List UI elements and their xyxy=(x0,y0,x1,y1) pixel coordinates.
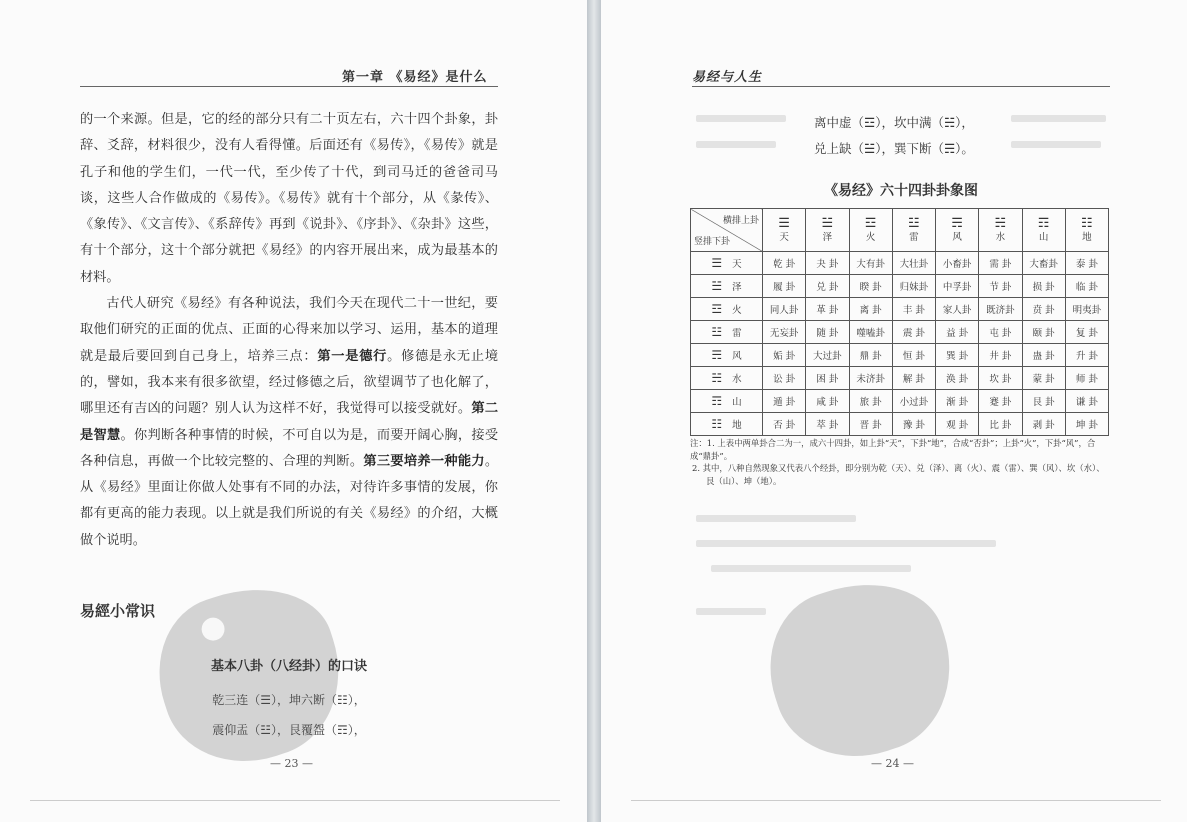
hexagram-cell: 讼 卦 xyxy=(763,367,806,390)
hexagram-cell: 家人卦 xyxy=(936,298,979,321)
lower-trigram-label: 竖排下卦 xyxy=(694,237,731,247)
hexagram-cell: 观 卦 xyxy=(936,413,979,436)
hexagram-cell: 否 卦 xyxy=(763,413,806,436)
upper-trigram-header xyxy=(936,209,979,252)
hexagram-cell: 屯 卦 xyxy=(979,321,1022,344)
trigram-name: 水 xyxy=(732,374,742,385)
trigram-icon: ☶ xyxy=(711,394,723,408)
header-rule xyxy=(80,86,498,87)
hexagram-cell: 大有卦 xyxy=(849,252,892,275)
hexagram-cell: 颐 卦 xyxy=(1022,321,1065,344)
hexagram-cell: 夬 卦 xyxy=(806,252,849,275)
trigram-name: 火 xyxy=(865,231,876,243)
trigram-name: 泽 xyxy=(822,231,833,243)
hexagram-cell: 蒙 卦 xyxy=(1022,367,1065,390)
hexagram-cell: 谦 卦 xyxy=(1065,390,1108,413)
trigram-name: 地 xyxy=(1082,231,1092,243)
upper-trigram-header xyxy=(979,209,1022,252)
trigram-icon: ☳ xyxy=(711,325,723,339)
upper-trigram-header xyxy=(1065,209,1108,252)
table-row xyxy=(691,413,1109,436)
hexagram-cell: 大壮卦 xyxy=(892,252,935,275)
lower-trigram-header xyxy=(691,413,763,436)
lower-trigram-header xyxy=(691,344,763,367)
verse-line-2: 震仰盂（☳），艮覆盌（☶）， xyxy=(212,723,366,737)
paragraph-2: 古代人研究《易经》有各种说法，我们今天在现代二十一世纪，要取他们研究的正面的优点、正面的心得来加以学习、运用，基本的道理就是最后要回到自己身上，培养三点：第一是德行。修德是永无止境的，譬如，我本来有很多欲望，经过修德之后，欲望调节了也化解了，哪里还有吉凶的问题？别人认为这样不好，我觉得可以接受就好。第二是智慧。你判断各种事情的时候，不可自以为是，而要开阔心胸，接受各种信息，再做一个比较完整的、合理的判断。第三要培养一种能力。从《易经》里面让你做人处事有不同的办法，对待许多事情的发展，你都有更高的能力表现。以上就是我们所说的有关《易经》的介绍，大概做个说明。 xyxy=(80,296,499,548)
hexagram-cell: 复 卦 xyxy=(1065,321,1108,344)
table-row xyxy=(691,321,1109,344)
trigram-icon: ☴ xyxy=(711,348,723,362)
trigram-name: 风 xyxy=(732,351,742,362)
hexagram-cell: 未济卦 xyxy=(849,367,892,390)
hexagram-cell: 坎 卦 xyxy=(979,367,1022,390)
note-2: 2. 其中，八种自然现象又代表八个经卦，即分别为乾（天）、兑（泽）、离（火）、震（雷）、巽（风）、坎（水）、艮（山）、坤（地）。 xyxy=(692,463,1105,486)
hexagram-table xyxy=(690,208,1109,436)
left-page: 第一章 《易经》是什么 的一个来源。但是，它的经的部分只有二十页左右，六十四个卦象，卦辞、爻辞，材料很少，没有人看得懂。后面还有《易传》，《易传》就是孔子和他的学生们，一代一代，至少传了十代，到司马迁的爸爸司马谈，这些人合作做成的《易传》。《易传》就有十个部分，从《彖传》、《象传》、《文言传》、《系辞传》再到《说卦》、《序卦》、《杂卦》这些，有十个部分，这十个部分就把《易经》的内容开展出来，成为最基本的材料。 古代人研究《易经》有各种说法，我们今天在现代二十一世纪，要取他们研究的正面的优点、正面的心得来加以学习、运用，基本的道理就是最后要回到自己身上，培养三点：第一是德行。修德是永无止境的，譬如，我本来有很多欲望，经过修德之后，欲望调节了也化解了，哪里还有吉凶的问题？别人认为这样不好，我觉得可以接受就好。第二是智慧。你判断各种事情的时候，不可自以为是，而要开阔心胸，接受各种信息，再做一个比较完整的、合理的判断。第三要培养一种能力。从《易经》里面让你做人处事有不同的办法，对待许多事情的发展，你都有更高的能力表现。以上就是我们所说的有关《易经》的介绍，大概做个说明。 ● 易經小常识 基本八卦（八经卦）的口诀 乾三连（☰），坤六断（☷）， 震仰盂（☳），艮覆盌（☶）， — 23 — xyxy=(0,0,587,822)
hexagram-cell: 损 卦 xyxy=(1022,275,1065,298)
trigram-name: 火 xyxy=(732,305,742,316)
upper-trigram-header xyxy=(1022,209,1065,252)
hexagram-cell: 渐 卦 xyxy=(936,390,979,413)
page-number: — 24 — xyxy=(871,757,914,770)
hexagram-cell: 随 卦 xyxy=(806,321,849,344)
verse-line-4: 兑上缺（☱），巽下断（☴）。 xyxy=(814,141,974,156)
trigram-icon: ☶ xyxy=(1037,215,1050,231)
hexagram-cell: 临 卦 xyxy=(1065,275,1108,298)
trigram-icon: ☷ xyxy=(711,417,723,431)
hexagram-cell: 泰 卦 xyxy=(1065,252,1108,275)
verse-line-1: 乾三连（☰），坤六断（☷）， xyxy=(212,693,366,707)
section-label: 易經小常识 xyxy=(80,602,156,620)
table-row xyxy=(691,298,1109,321)
footer-rule xyxy=(631,800,1161,801)
hexagram-cell: 鼎 卦 xyxy=(849,344,892,367)
trigram-name: 泽 xyxy=(732,282,742,293)
table-corner-cell xyxy=(691,209,763,252)
hexagram-cell: 小过卦 xyxy=(892,390,935,413)
lower-trigram-header xyxy=(691,275,763,298)
hexagram-cell: 需 卦 xyxy=(979,252,1022,275)
verse-line-3: 离中虚（☲），坎中满（☵）， xyxy=(814,115,974,130)
hexagram-cell: 解 卦 xyxy=(892,367,935,390)
hexagram-cell: 兑 卦 xyxy=(806,275,849,298)
trigram-icon: ☳ xyxy=(908,215,920,231)
header-rule xyxy=(692,86,1110,87)
hexagram-cell: 益 卦 xyxy=(936,321,979,344)
trigram-icon: ☱ xyxy=(711,279,723,293)
upper-trigram-label: 横排上卦 xyxy=(722,216,759,226)
table-row xyxy=(691,367,1109,390)
trigram-name: 天 xyxy=(732,259,742,270)
hexagram-cell: 旅 卦 xyxy=(849,390,892,413)
trigram-icon: ☰ xyxy=(778,215,790,231)
upper-trigram-header xyxy=(806,209,849,252)
trigram-icon: ☲ xyxy=(864,215,877,231)
hexagram-cell: 丰 卦 xyxy=(892,298,935,321)
trigram-name: 雷 xyxy=(909,231,919,243)
hexagram-cell: 节 卦 xyxy=(979,275,1022,298)
hexagram-cell: 剥 卦 xyxy=(1022,413,1065,436)
trigram-name: 风 xyxy=(952,231,962,243)
page-number: — 23 — xyxy=(270,757,313,770)
lower-trigram-header xyxy=(691,321,763,344)
trigram-icon: ☱ xyxy=(821,215,834,231)
trigram-name: 雷 xyxy=(732,328,742,339)
watermark-seal xyxy=(749,561,973,778)
hexagram-cell: 姤 卦 xyxy=(763,344,806,367)
key-point-wisdom: 第二是智慧 xyxy=(80,401,499,443)
hexagram-cell: 巽 卦 xyxy=(936,344,979,367)
hexagram-cell: 睽 卦 xyxy=(849,275,892,298)
lower-trigram-header xyxy=(691,298,763,321)
hexagram-cell: 师 卦 xyxy=(1065,367,1108,390)
trigram-name: 天 xyxy=(779,231,789,243)
hexagram-cell: 既济卦 xyxy=(979,298,1022,321)
hexagram-cell: 比 卦 xyxy=(979,413,1022,436)
hexagram-cell: 小畜卦 xyxy=(936,252,979,275)
book-gutter xyxy=(587,0,601,822)
hexagram-cell: 贲 卦 xyxy=(1022,298,1065,321)
table-row xyxy=(691,252,1109,275)
hexagram-cell: 震 卦 xyxy=(892,321,935,344)
trigram-icon: ☰ xyxy=(711,256,723,270)
body-text xyxy=(80,107,498,554)
paragraph-1: 的一个来源。但是，它的经的部分只有二十页左右，六十四个卦象，卦辞、爻辞，材料很少，没有人看得懂。后面还有《易传》，《易传》就是孔子和他的学生们，一代一代，至少传了十代，到司马迁的爸爸司马谈，这些人合作做成的《易传》。《易传》就有十个部分，从《彖传》、《象传》、《文言传》、《系辞传》再到《说卦》、《序卦》、《杂卦》这些，有十个部分，这十个部分就把《易经》的内容开展出来，成为最基本的材料。 xyxy=(80,112,498,285)
hexagram-cell: 无妄卦 xyxy=(763,321,806,344)
table-row xyxy=(691,275,1109,298)
hexagram-cell: 乾 卦 xyxy=(763,252,806,275)
watermark-seal xyxy=(138,566,362,783)
hexagram-cell: 中孚卦 xyxy=(936,275,979,298)
trigram-name: 地 xyxy=(732,420,742,431)
hexagram-cell: 坤 卦 xyxy=(1065,413,1108,436)
trigram-icon: ☵ xyxy=(994,215,1007,231)
book-header: 易经与人生 xyxy=(692,70,763,85)
hexagram-cell: 萃 卦 xyxy=(806,413,849,436)
key-point-ability: 第三要培养一种能力 xyxy=(363,453,485,469)
table-row xyxy=(691,390,1109,413)
hexagram-cell: 蛊 卦 xyxy=(1022,344,1065,367)
hexagram-cell: 恒 卦 xyxy=(892,344,935,367)
hexagram-cell: 大畜卦 xyxy=(1022,252,1065,275)
chapter-header: 第一章 《易经》是什么 xyxy=(342,70,488,85)
hexagram-cell: 革 卦 xyxy=(806,298,849,321)
hexagram-cell: 遁 卦 xyxy=(763,390,806,413)
table-notes xyxy=(690,437,1112,487)
hexagram-cell: 升 卦 xyxy=(1065,344,1108,367)
box-title: 基本八卦（八经卦）的口诀 xyxy=(210,659,367,674)
trigram-icon: ☵ xyxy=(711,371,723,385)
hexagram-cell: 蹇 卦 xyxy=(979,390,1022,413)
trigram-name: 水 xyxy=(995,231,1006,243)
hexagram-cell: 离 卦 xyxy=(849,298,892,321)
table-row xyxy=(691,344,1109,367)
hexagram-cell: 困 卦 xyxy=(806,367,849,390)
hexagram-cell: 咸 卦 xyxy=(806,390,849,413)
hexagram-cell: 噬嗑卦 xyxy=(849,321,892,344)
trigram-icon: ☴ xyxy=(951,215,963,231)
hexagram-cell: 明夷卦 xyxy=(1065,298,1108,321)
hexagram-cell: 豫 卦 xyxy=(892,413,935,436)
lower-trigram-header xyxy=(691,390,763,413)
lower-trigram-header xyxy=(691,252,763,275)
trigram-name: 山 xyxy=(1038,231,1049,243)
hexagram-cell: 涣 卦 xyxy=(936,367,979,390)
lower-trigram-header xyxy=(691,367,763,390)
upper-trigram-header xyxy=(892,209,935,252)
trigram-icon: ☷ xyxy=(1081,215,1093,231)
hexagram-cell: 同人卦 xyxy=(763,298,806,321)
hexagram-cell: 艮 卦 xyxy=(1022,390,1065,413)
hexagram-cell: 井 卦 xyxy=(979,344,1022,367)
upper-trigram-header xyxy=(763,209,806,252)
hexagram-cell: 归妹卦 xyxy=(892,275,935,298)
footer-rule xyxy=(30,800,560,801)
trigram-name: 山 xyxy=(732,397,742,408)
key-point-virtue: 第一是德行 xyxy=(317,348,388,364)
trigram-icon: ☲ xyxy=(711,302,723,316)
hexagram-cell: 晋 卦 xyxy=(849,413,892,436)
hexagram-cell: 履 卦 xyxy=(763,275,806,298)
hexagram-cell: 大过卦 xyxy=(806,344,849,367)
table-title: 《易经》六十四卦卦象图 xyxy=(824,183,978,199)
note-1: 注：1. 上表中两单卦合二为一，成六十四卦，如上卦“天”，下卦“地”，合成“否卦”；上卦“火”，下卦“风”，合成“鼎卦”。 xyxy=(690,438,1096,461)
upper-trigram-header xyxy=(849,209,892,252)
